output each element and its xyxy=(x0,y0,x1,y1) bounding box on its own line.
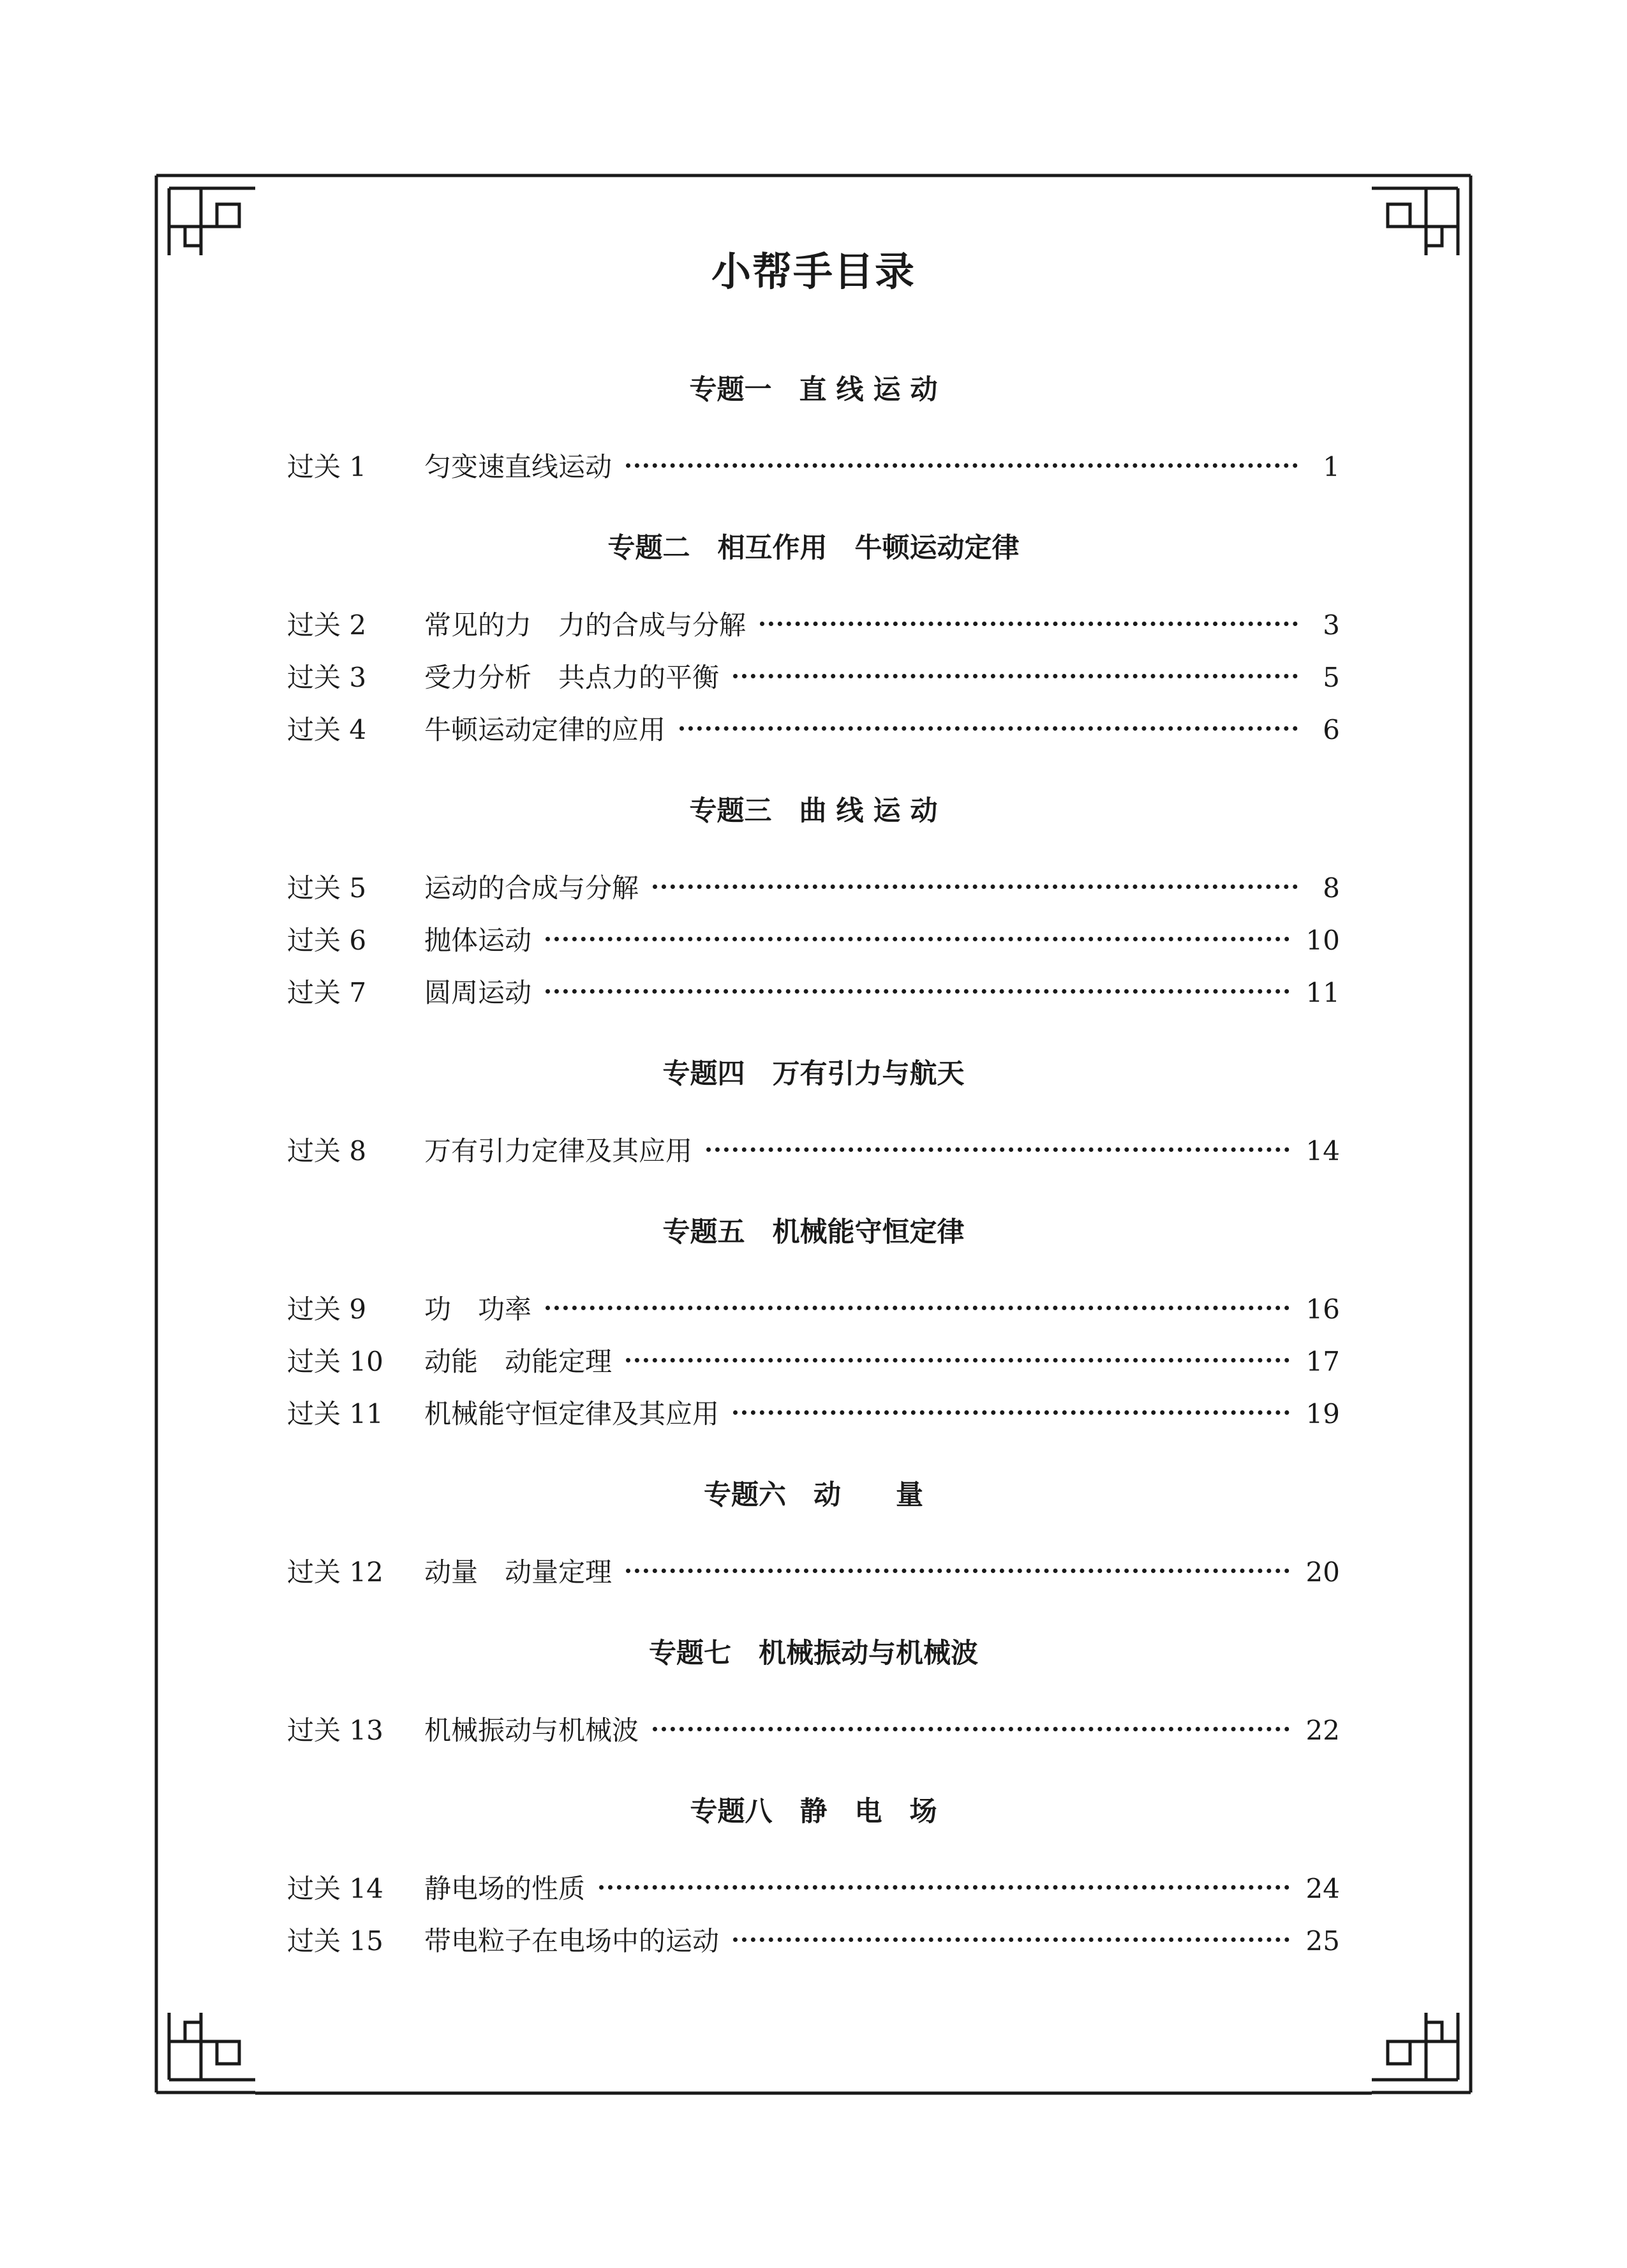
toc-entry-14[interactable] xyxy=(287,1873,1340,1905)
toc-entry-title: 运动的合成与分解 xyxy=(424,872,639,904)
toc-entry-page: 10 xyxy=(1305,925,1340,956)
toc-entry-title: 动能 动能定理 xyxy=(424,1346,613,1377)
dot-leader xyxy=(599,1885,1289,1890)
toc-entry-7[interactable] xyxy=(287,977,1340,1009)
toc-entry-label: 过关 9 xyxy=(287,1294,367,1325)
dot-leader xyxy=(680,726,1298,731)
toc-entry-title: 万有引力定律及其应用 xyxy=(424,1135,693,1167)
toc-entry-4[interactable] xyxy=(287,714,1340,746)
toc-entry-label: 过关 11 xyxy=(287,1398,383,1429)
toc-entry-page: 22 xyxy=(1305,1715,1340,1746)
toc-entry-label: 过关 15 xyxy=(287,1925,383,1957)
toc-entry-11[interactable] xyxy=(287,1398,1340,1430)
corner-ornament-bottom-left xyxy=(156,2013,255,2093)
dot-leader xyxy=(653,1727,1289,1731)
section-heading-6: 专题六 动 量 xyxy=(704,1479,923,1511)
toc-entry-title: 抛体运动 xyxy=(424,925,532,956)
toc-entry-12[interactable] xyxy=(287,1556,1340,1588)
toc-entry-15[interactable] xyxy=(287,1925,1340,1957)
toc-entry-page: 8 xyxy=(1323,872,1340,904)
dot-leader xyxy=(626,1358,1289,1362)
toc-entry-label: 过关 10 xyxy=(287,1346,383,1377)
toc-entry-label: 过关 6 xyxy=(287,925,367,956)
toc-entry-6[interactable] xyxy=(287,925,1340,957)
section-heading-5: 专题五 机械能守恒定律 xyxy=(662,1216,965,1248)
dot-leader xyxy=(760,622,1298,626)
toc-entry-page: 16 xyxy=(1305,1294,1340,1325)
section-heading-1: 专题一 直 线 运 动 xyxy=(689,374,938,406)
toc-entry-3[interactable] xyxy=(287,662,1340,694)
toc-entry-9[interactable] xyxy=(287,1294,1340,1325)
dot-leader xyxy=(546,937,1289,941)
toc-entry-page: 20 xyxy=(1305,1556,1340,1588)
toc-entry-5[interactable] xyxy=(287,872,1340,904)
toc-entry-page: 3 xyxy=(1323,609,1340,641)
toc-entry-page: 25 xyxy=(1305,1925,1340,1957)
toc-entry-page: 19 xyxy=(1305,1398,1340,1429)
toc-entry-label: 过关 7 xyxy=(287,977,367,1008)
toc-entry-title: 机械能守恒定律及其应用 xyxy=(424,1398,720,1429)
toc-entry-title: 圆周运动 xyxy=(424,977,532,1008)
toc-entry-title: 静电场的性质 xyxy=(424,1873,586,1904)
section-heading-4: 专题四 万有引力与航天 xyxy=(662,1058,965,1090)
section-heading-7: 专题七 机械振动与机械波 xyxy=(649,1638,978,1669)
toc-entry-title: 机械振动与机械波 xyxy=(424,1715,639,1746)
toc-entry-label: 过关 12 xyxy=(287,1556,383,1588)
dot-leader xyxy=(733,1937,1289,1942)
toc-entry-13[interactable] xyxy=(287,1715,1340,1747)
toc-entry-title: 牛顿运动定律的应用 xyxy=(424,714,666,745)
dot-leader xyxy=(626,1569,1289,1573)
dot-leader xyxy=(546,1306,1289,1310)
toc-entry-1[interactable] xyxy=(287,451,1340,483)
dot-leader xyxy=(733,1410,1289,1415)
toc-entry-title: 功 功率 xyxy=(424,1294,532,1325)
toc-entry-10[interactable] xyxy=(287,1346,1340,1378)
section-heading-2: 专题二 相互作用 牛顿运动定律 xyxy=(607,532,1020,564)
toc-entry-title: 带电粒子在电场中的运动 xyxy=(424,1925,720,1957)
corner-ornament-top-right xyxy=(1372,175,1471,255)
dot-leader xyxy=(653,884,1298,889)
corner-ornament-top-left xyxy=(156,175,255,255)
toc-entry-label: 过关 1 xyxy=(287,451,367,482)
dot-leader xyxy=(733,674,1298,678)
toc-entry-8[interactable] xyxy=(287,1135,1340,1167)
toc-entry-label: 过关 4 xyxy=(287,714,367,745)
section-heading-8: 专题八 静 电 场 xyxy=(690,1796,937,1828)
toc-entry-label: 过关 8 xyxy=(287,1135,367,1167)
page-title: 小帮手目录 xyxy=(711,248,916,295)
section-heading-3: 专题三 曲 线 运 动 xyxy=(689,795,938,827)
toc-entry-page: 11 xyxy=(1305,977,1340,1008)
dot-leader xyxy=(706,1147,1289,1152)
toc-entry-label: 过关 14 xyxy=(287,1873,383,1904)
toc-entry-label: 过关 5 xyxy=(287,872,367,904)
toc-entry-page: 14 xyxy=(1305,1135,1340,1167)
dot-leader xyxy=(546,989,1289,994)
toc-entry-title: 动量 动量定理 xyxy=(424,1556,613,1588)
toc-entry-page: 5 xyxy=(1323,662,1340,693)
dot-leader xyxy=(626,463,1298,468)
toc-entry-page: 1 xyxy=(1323,451,1340,482)
toc-entry-label: 过关 13 xyxy=(287,1715,383,1746)
toc-entry-title: 受力分析 共点力的平衡 xyxy=(424,662,720,693)
toc-entry-title: 常见的力 力的合成与分解 xyxy=(424,609,747,641)
toc-entry-label: 过关 3 xyxy=(287,662,367,693)
toc-entry-page: 6 xyxy=(1323,714,1340,745)
toc-entry-2[interactable] xyxy=(287,609,1340,641)
toc-entry-page: 24 xyxy=(1305,1873,1340,1904)
corner-ornament-bottom-right xyxy=(1372,2013,1471,2093)
toc-entry-page: 17 xyxy=(1305,1346,1340,1377)
toc-entry-title: 匀变速直线运动 xyxy=(424,451,613,482)
toc-entry-label: 过关 2 xyxy=(287,609,367,641)
